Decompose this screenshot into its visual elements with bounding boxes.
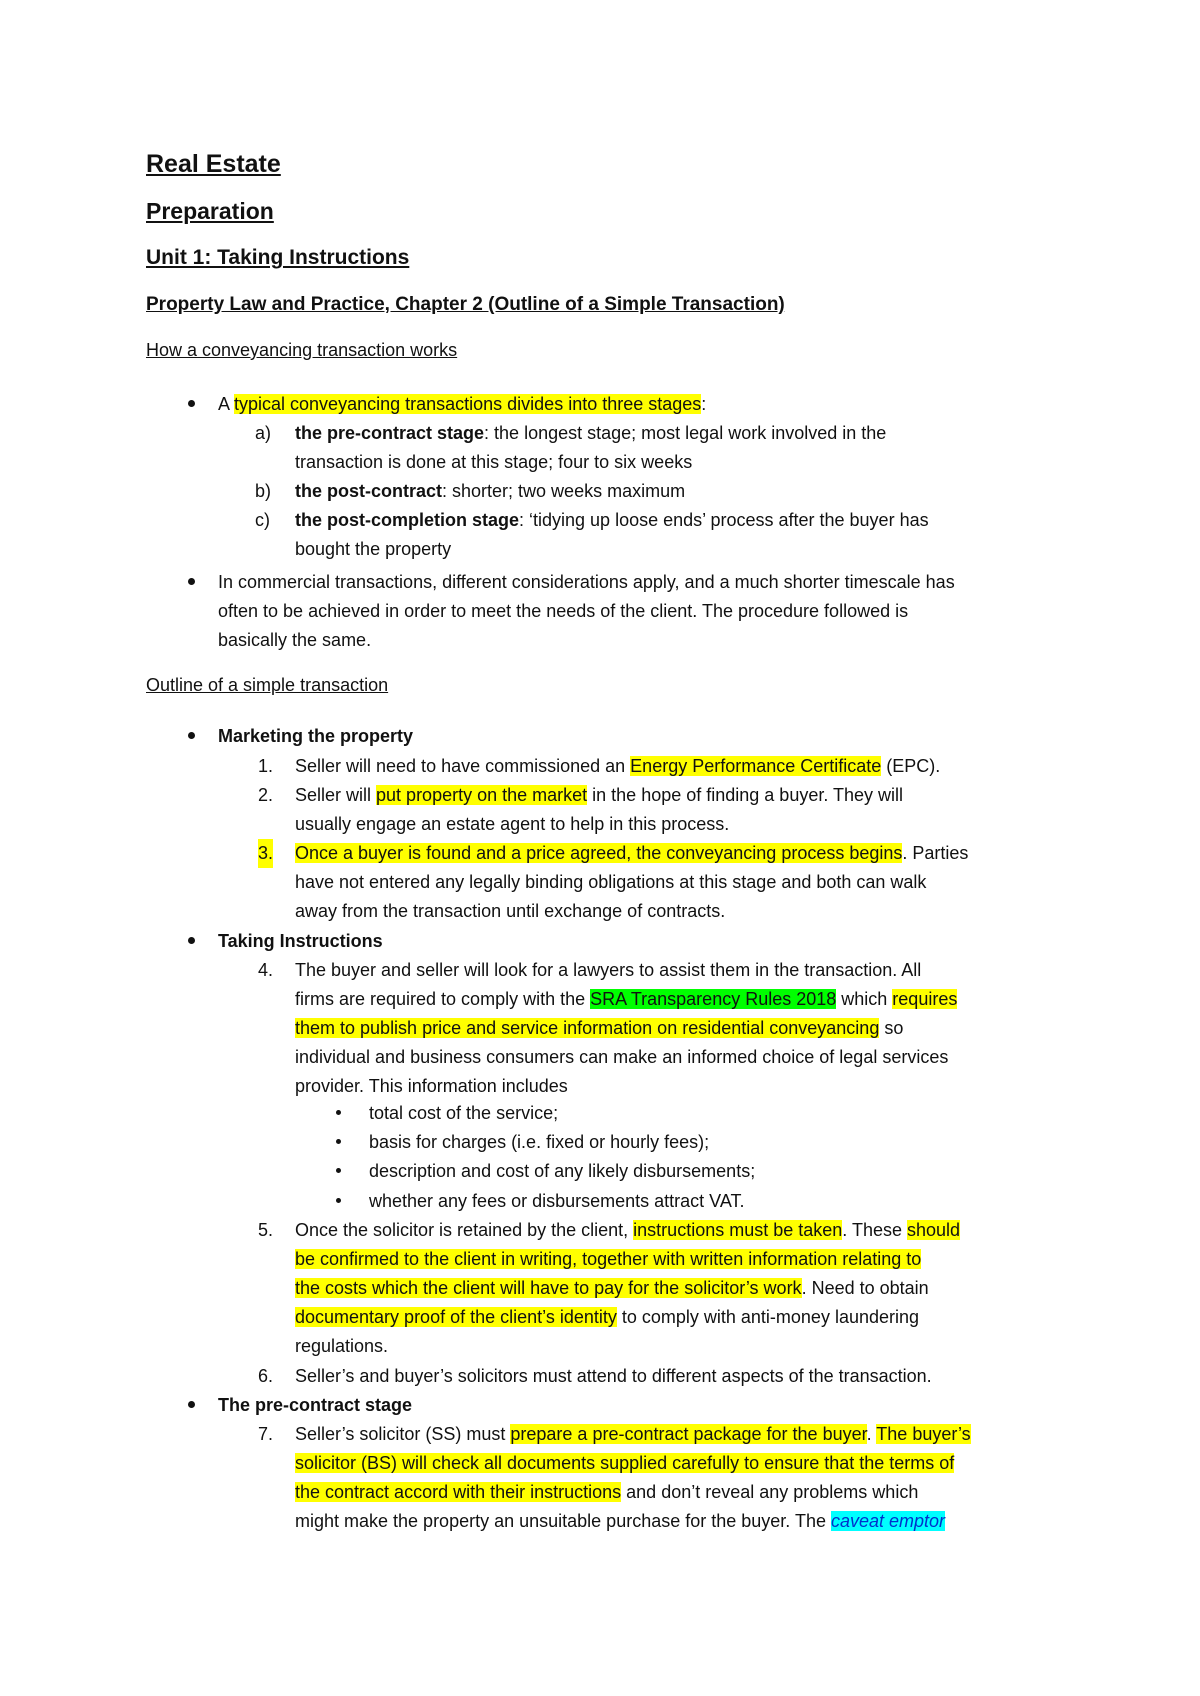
- bullet-dot: [188, 578, 195, 585]
- unit-heading: Unit 1: Taking Instructions: [146, 246, 410, 269]
- sub-bullet-dot: [336, 1110, 341, 1115]
- list-number: 4.: [258, 960, 274, 980]
- sub-item-vat: whether any fees or disbursements attract VAT.: [369, 1191, 745, 1211]
- list-item-pre-contract-package: Seller’s solicitor (SS) must prepare a pre-contract package for the buyer. The buyer’s solicitor (BS) will check all documents supplied carefully to ensure that the terms of the contract accord with their instructions and don’t reveal any problems which might make the property an unsuitable purchase for the buyer. The caveat emptor: [295, 1424, 971, 1531]
- sub-item-total-cost: total cost of the service;: [369, 1103, 559, 1123]
- list-number: 3.: [258, 839, 273, 868]
- stage-marker: c): [255, 510, 270, 530]
- stage-marker: a): [255, 423, 272, 443]
- bullet-commercial: In commercial transactions, different considerations apply, and a much shorter timescale has often to be achieved in order to meet the needs of the client. The procedure followed is basically the same.: [218, 572, 955, 650]
- sub-item-basis-charges: basis for charges (i.e. fixed or hourly fees);: [369, 1132, 710, 1152]
- list-item-lawyers: The buyer and seller will look for a lawyers to assist them in the transaction. All firms are required to comply with the SRA Transparency Rules 2018 which requires them to publish price and service information on residential conveyancing so individual and business consumers can make an informed choice of legal services provider. This information includes: [295, 960, 958, 1096]
- list-number: 6.: [258, 1366, 274, 1386]
- stage-item-post-contract: the post-contract: shorter; two weeks maximum: [295, 481, 686, 501]
- bullet-three-stages: A typical conveyancing transactions divides into three stages:: [218, 394, 707, 414]
- heading-marketing: Marketing the property: [218, 726, 414, 746]
- list-item-epc: Seller will need to have commissioned an Energy Performance Certificate (EPC).: [295, 756, 941, 776]
- chapter-heading: Property Law and Practice, Chapter 2 (Outline of a Simple Transaction): [146, 294, 785, 315]
- sub-bullet-dot: [336, 1168, 341, 1173]
- list-item-buyer-found: Once a buyer is found and a price agreed, the conveyancing process begins. Parties have not entered any legally binding obligations at this stage and both can walk away from the transaction until exchange of contracts.: [295, 843, 969, 921]
- document-title: Real Estate: [146, 150, 281, 178]
- list-item-aspects: Seller’s and buyer’s solicitors must attend to different aspects of the transaction.: [295, 1366, 932, 1386]
- bullet-dot: [188, 1401, 195, 1408]
- list-number: 5.: [258, 1220, 274, 1240]
- list-number: 2.: [258, 785, 274, 805]
- stage-item-post-completion: the post-completion stage: ‘tidying up loose ends’ process after the buyer has bought the property: [295, 510, 929, 559]
- sub-item-disbursements: description and cost of any likely disbursements;: [369, 1161, 756, 1181]
- subheading-outline: Outline of a simple transaction: [146, 675, 389, 695]
- section-heading: Preparation: [146, 198, 274, 224]
- stage-item-pre-contract: the pre-contract stage: the longest stage; most legal work involved in the transaction is done at this stage; four to six weeks: [295, 423, 887, 472]
- sub-bullet-dot: [336, 1198, 341, 1203]
- bullet-dot: [188, 937, 195, 944]
- subheading-how-it-works: How a conveyancing transaction works: [146, 340, 458, 360]
- bullet-dot: [188, 400, 195, 407]
- list-item-market: Seller will put property on the market in the hope of finding a buyer. They will usually engage an estate agent to help in this process.: [295, 785, 904, 834]
- sub-bullet-dot: [336, 1139, 341, 1144]
- heading-pre-contract: The pre-contract stage: [218, 1395, 413, 1415]
- list-number: 1.: [258, 756, 274, 776]
- heading-taking-instructions: Taking Instructions: [218, 931, 383, 951]
- bullet-dot: [188, 732, 195, 739]
- list-number: 7.: [258, 1424, 274, 1444]
- list-item-instructions: Once the solicitor is retained by the client, instructions must be taken. These should be confirmed to the client in writing, together with written information relating to the costs which the client will have to pay for the solicitor’s work. Need to obtain documentary proof of the client’s identity to comply with anti-money laundering regulations.: [295, 1220, 961, 1356]
- stage-marker: b): [255, 481, 272, 501]
